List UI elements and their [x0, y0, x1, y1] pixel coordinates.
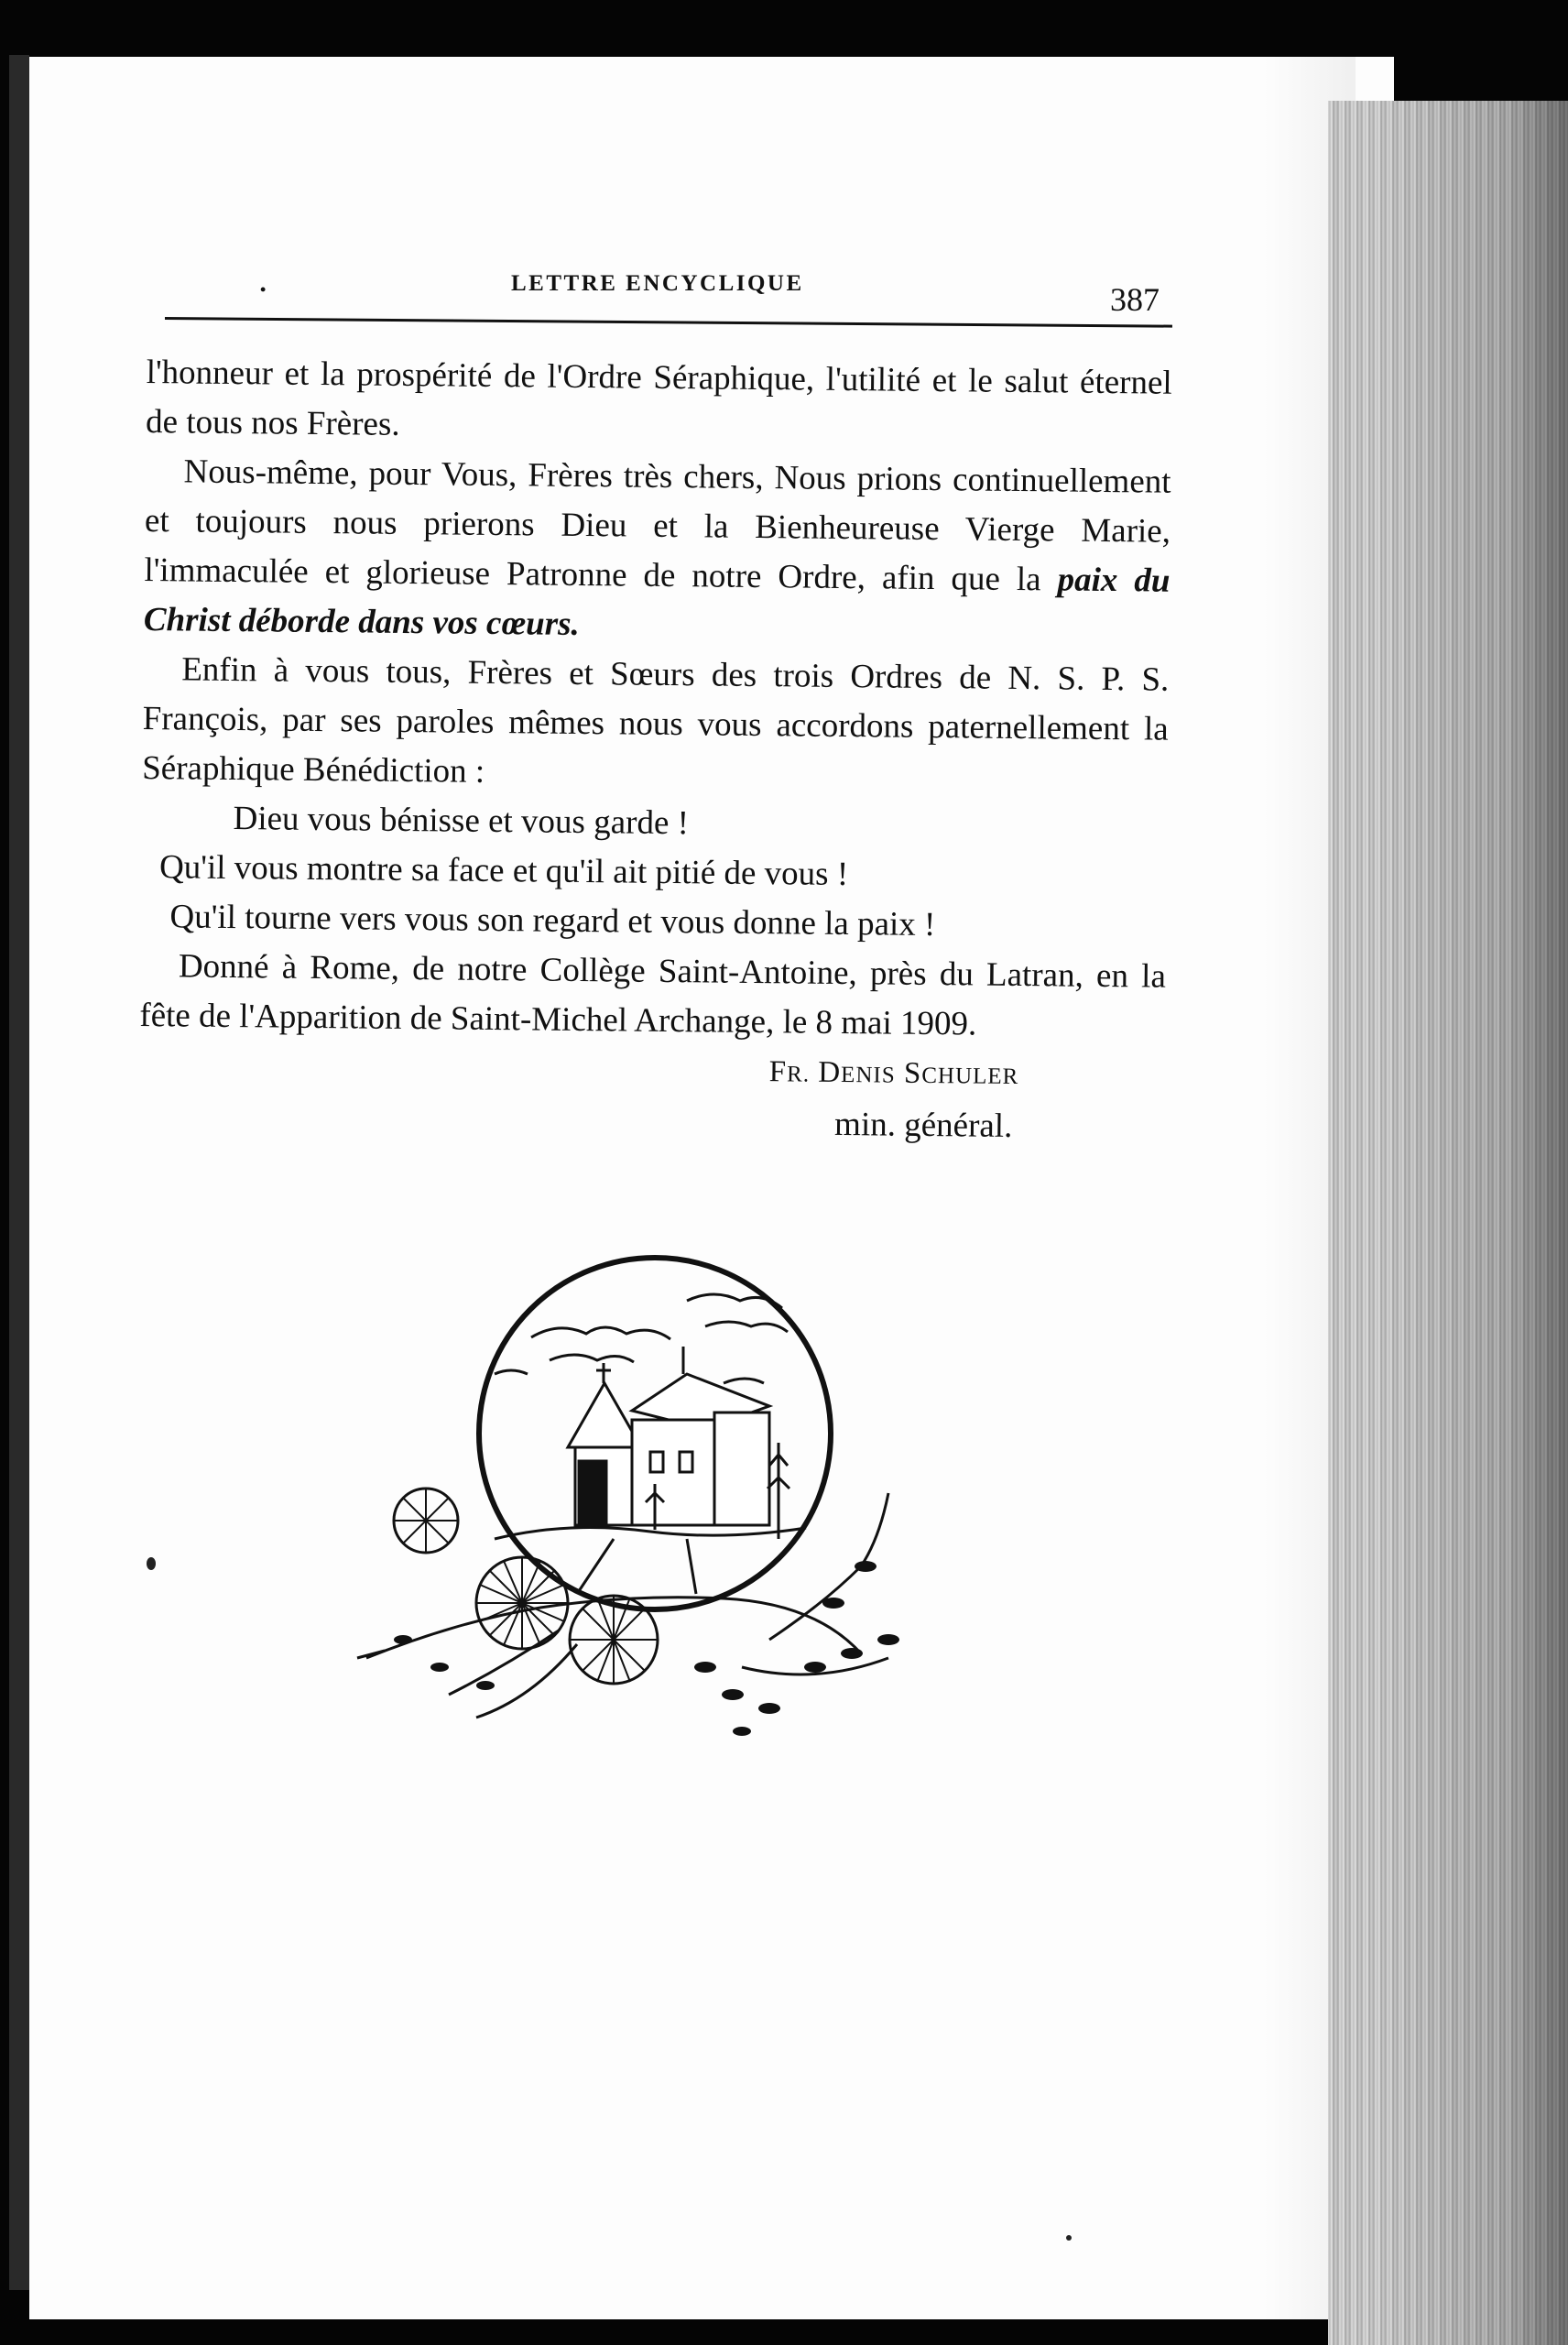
paragraph-prayer-text: Nous-même, pour Vous, Frères très chers, Nous prions continuellement et toujours nous prierons Dieu et la Bienheureuse Vierge Marie, l'immaculée et glorieuse Patronne de notre Ordre, afin que la: [144, 453, 1171, 599]
running-head: LETTRE ENCYCLIQUE: [511, 271, 804, 296]
vignette-clouds: [495, 1294, 788, 1383]
paragraph-prayer-italic: paix du Christ déborde dans vos cœurs.: [143, 561, 1171, 643]
paragraph-prayer: [144, 447, 1171, 656]
blessing-line-3: Qu'il tourne vers vous son regard et vous donne la paix !: [169, 898, 936, 944]
paper-speck: [1066, 2235, 1072, 2241]
paper-speck: [147, 1557, 156, 1570]
book-binding-edge: [9, 55, 29, 2290]
page-edges-shadow: [1374, 101, 1568, 2345]
letter-body: [138, 348, 1172, 1153]
sig-first-cap: D: [818, 1055, 842, 1089]
sig-prefix-cap: F: [768, 1055, 788, 1089]
page-number: 387: [1110, 281, 1160, 318]
dateline: Donné à Rome, de notre Collège Saint-Antoine, près du Latran, en la fête de l'Apparition de Saint-Michel Archange, le 8 mai 1909.: [139, 947, 1167, 1043]
running-head-mark: •: [260, 280, 267, 299]
paragraph-continuation: l'honneur et la prospérité de l'Ordre Séraphique, l'utilité et le salut éternel de tous nos Frères.: [145, 353, 1172, 443]
sig-last-cap: S: [903, 1056, 922, 1090]
blessing-line-2: Qu'il vous montre sa face et qu'il ait pitié de vous !: [158, 848, 849, 894]
signature-title: min. général.: [833, 1105, 1013, 1145]
sig-prefix-rest: R.: [786, 1062, 811, 1087]
blessing-line-1: Dieu vous bénisse et vous garde !: [233, 800, 690, 843]
sig-last-rest: CHULER: [921, 1063, 1019, 1090]
paragraph-blessing-intro: Enfin à vous tous, Frères et Sœurs des trois Ordres de N. S. P. S. François, par ses paroles mêmes nous vous accordons paternellement la Séraphique Bénédiction :: [141, 650, 1170, 791]
chapel-icon: [568, 1347, 769, 1525]
sig-first-rest: ENIS: [840, 1062, 896, 1088]
chapel-vignette-illustration: [339, 1237, 980, 1740]
